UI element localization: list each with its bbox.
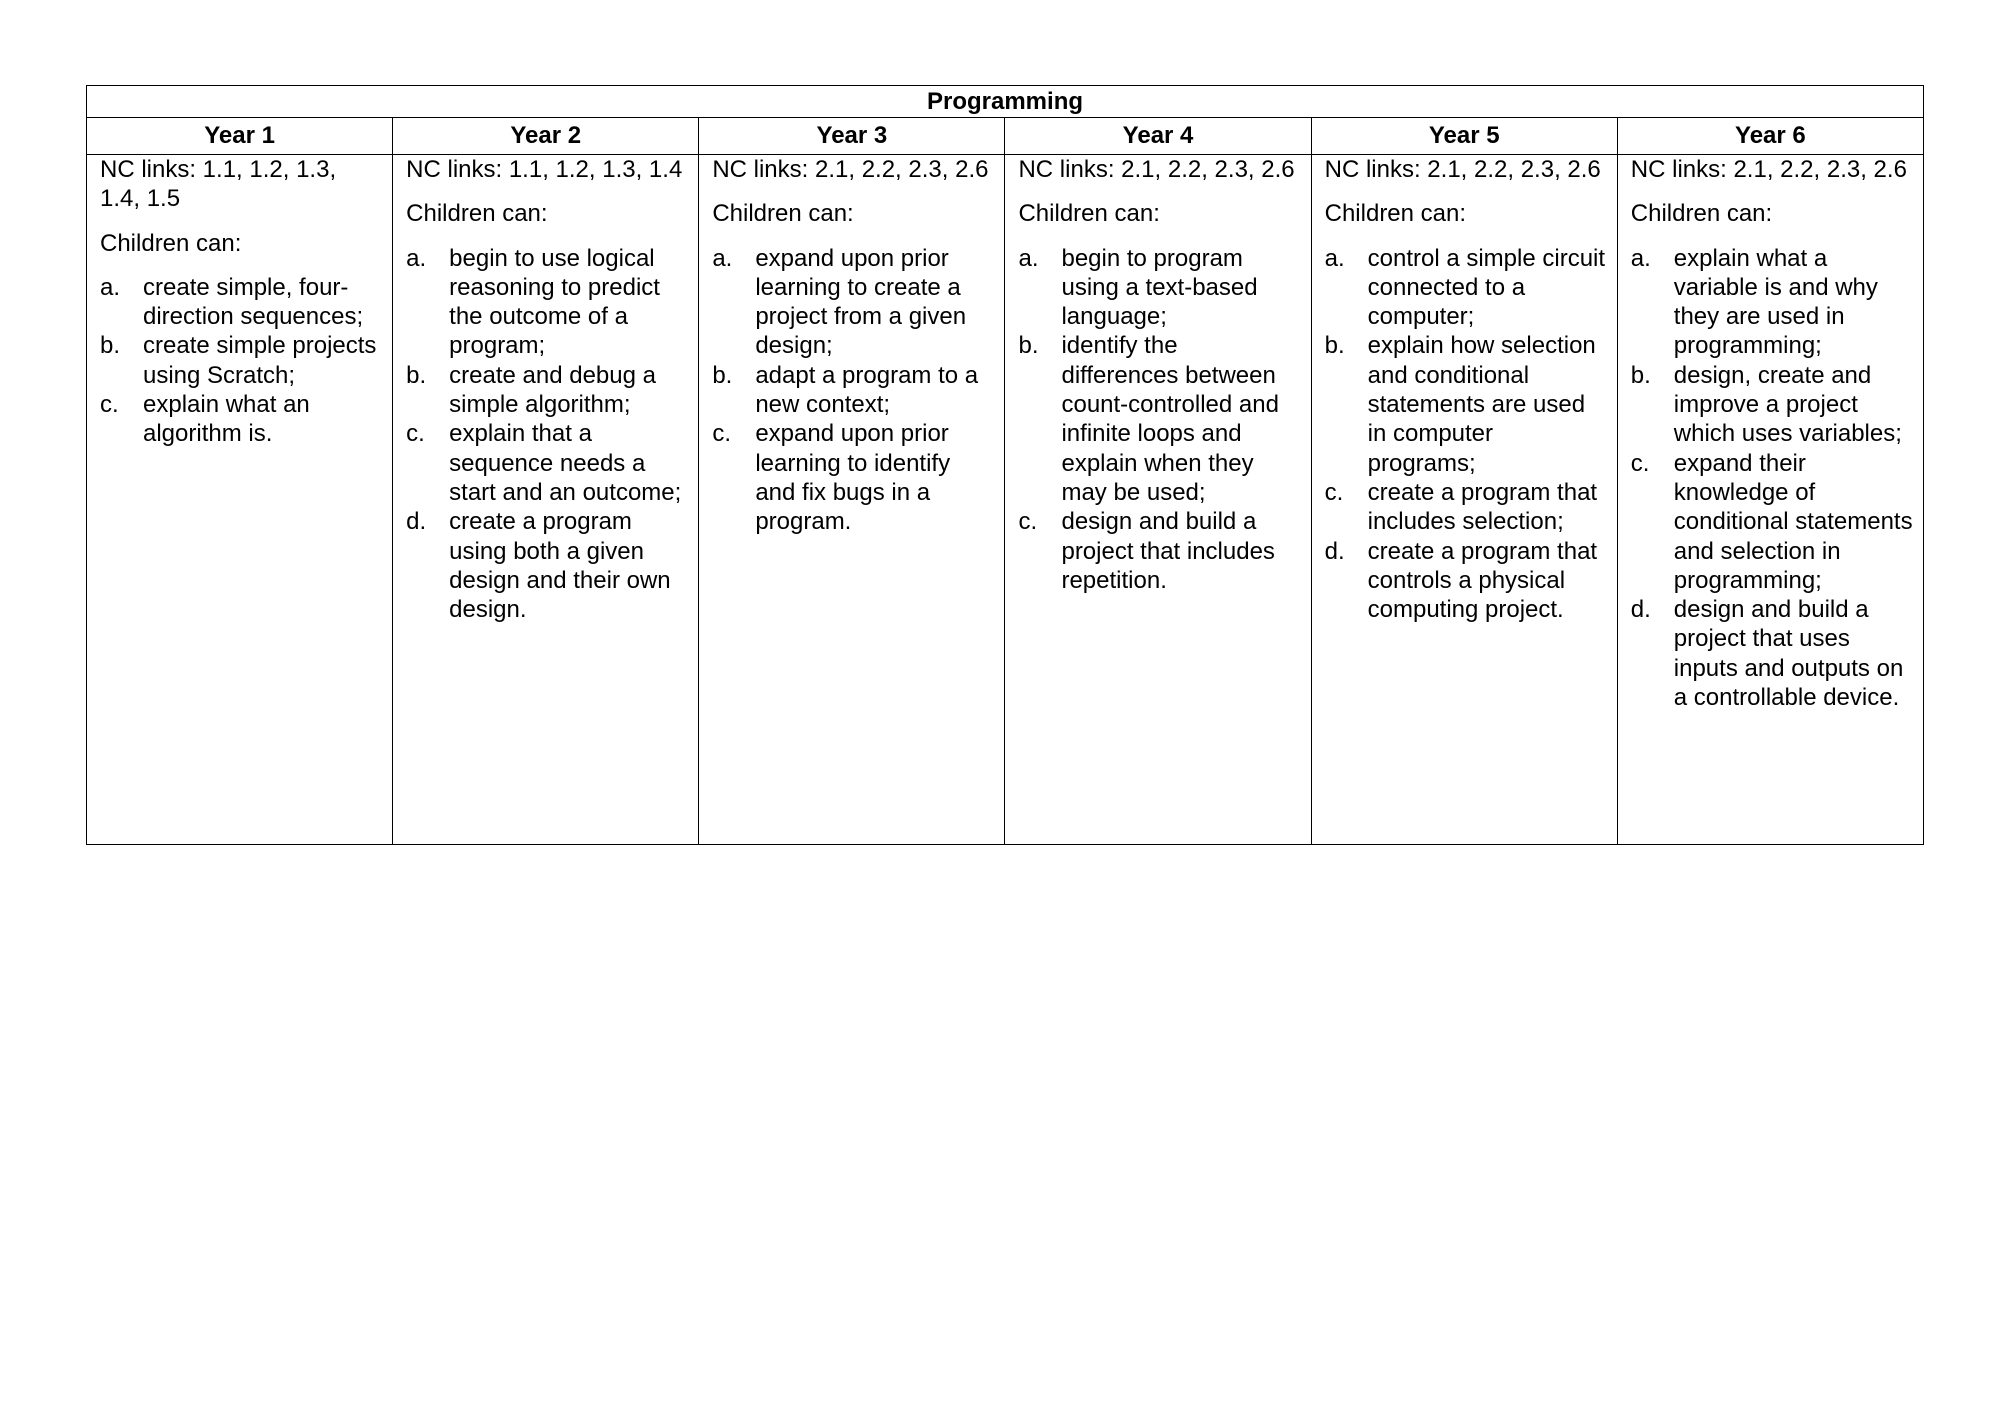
list-item-text: explain how selection and conditional statements are used in computer programs; [1367,332,1596,477]
list-marker: b. [1018,332,1039,360]
list-item-text: identify the differences between count-controlled and infinite loops and explain when they may be used; [1061,332,1279,506]
year-5-cell [1311,155,1617,845]
list-marker: a. [100,273,121,301]
list-item [406,507,688,624]
list-marker: d. [406,508,427,536]
year-4-cell [1005,155,1311,845]
year-4-header: Year 4 [1005,118,1311,155]
list-item [1631,244,1913,361]
list-marker: c. [406,420,425,448]
outcome-list [406,244,688,625]
list-marker: b. [406,361,427,389]
nc-links: NC links: 1.1, 1.2, 1.3, 1.4, 1.5 [100,156,337,213]
list-item [1631,449,1913,595]
list-item [1325,478,1607,537]
list-marker: a. [406,244,427,272]
list-marker: d. [1324,537,1345,565]
list-item-text: explain what a variable is and why they are used in programming; [1673,244,1878,360]
list-item-text: create simple projects using Scratch; [143,332,377,389]
list-item [406,244,688,361]
list-item-text: explain what an algorithm is. [143,391,310,448]
outcome-list [1018,244,1300,596]
year-5-header: Year 5 [1311,118,1617,155]
list-item-text: expand upon prior learning to create a project from a given design; [755,244,967,360]
list-item [406,361,688,420]
list-item-text: expand their knowledge of conditional statements and selection in programming; [1673,449,1913,594]
list-item [406,419,688,507]
list-item [1018,244,1300,332]
year-2-header: Year 2 [393,118,699,155]
list-item [1325,244,1607,332]
nc-links: NC links: 1.1, 1.2, 1.3, 1.4 [406,156,683,183]
nc-links: NC links: 2.1, 2.2, 2.3, 2.6 [712,156,989,183]
outcome-list [1631,244,1913,713]
list-marker: c. [1018,508,1038,536]
list-item [1325,331,1607,477]
year-1-cell [87,155,393,845]
list-item-text: create and debug a simple algorithm; [449,361,656,419]
year-3-header: Year 3 [699,118,1005,155]
nc-links: NC links: 2.1, 2.2, 2.3, 2.6 [1018,156,1295,183]
list-item-text: begin to program using a text-based language; [1061,244,1258,331]
list-item-text: explain that a sequence needs a start and an outcome; [449,420,682,506]
list-item-text: control a simple circuit connected to a computer; [1367,244,1606,331]
list-item-text: begin to use logical reasoning to predict the outcome of a program; [449,244,660,360]
list-item [1631,361,1913,449]
children-can-label: Children can: [1630,200,1773,228]
nc-links: NC links: 2.1, 2.2, 2.3, 2.6 [1324,156,1601,183]
programming-table [86,85,1924,845]
outcome-list [1325,244,1607,625]
list-item-text: create a program that controls a physical computing project. [1367,537,1598,624]
list-item-text: create a program that includes selection; [1367,478,1598,536]
list-item-text: design, create and improve a project which uses variables; [1673,361,1902,448]
list-marker: a. [1630,244,1651,272]
list-item-text: design and build a project that uses inputs and outputs on a controllable device. [1673,596,1904,712]
year-6-cell [1617,155,1923,845]
list-marker: a. [1324,244,1345,272]
outcome-list [100,273,382,449]
list-item-text: adapt a program to a new context; [755,361,979,419]
list-item [100,273,382,332]
list-item [1325,537,1607,625]
list-item-text: design and build a project that includes repetition. [1061,508,1275,594]
children-can-label: Children can: [100,229,242,257]
list-item [100,390,382,449]
outcome-list [712,244,994,537]
list-marker: d. [1630,596,1651,624]
list-item [712,244,994,361]
year-3-cell [699,155,1005,845]
table-title: Programming [87,86,1924,118]
list-marker: a. [1018,244,1039,272]
nc-links: NC links: 2.1, 2.2, 2.3, 2.6 [1630,156,1907,183]
list-marker: c. [712,420,731,448]
children-can-label: Children can: [1018,200,1160,228]
children-can-label: Children can: [406,200,548,228]
list-item [1018,331,1300,507]
list-marker: b. [712,361,733,389]
children-can-label: Children can: [1324,200,1467,228]
list-item [100,331,382,390]
list-marker: c. [1324,478,1344,506]
list-item [712,361,994,420]
list-marker: b. [1324,332,1345,360]
list-item [1018,507,1300,595]
list-marker: b. [100,332,121,360]
list-item-text: create a program using both a given design and their own design. [449,508,671,624]
year-6-header: Year 6 [1617,118,1923,155]
list-item [712,419,994,536]
list-marker: b. [1630,361,1651,389]
list-item [1631,595,1913,712]
list-marker: c. [1630,449,1650,477]
children-can-label: Children can: [712,200,854,228]
year-2-cell [393,155,699,845]
list-marker: a. [712,244,733,272]
list-item-text: create simple, four-direction sequences; [143,273,364,331]
list-marker: c. [100,391,119,419]
year-1-header: Year 1 [87,118,393,155]
list-item-text: expand upon prior learning to identify and fix bugs in a program. [755,420,951,536]
